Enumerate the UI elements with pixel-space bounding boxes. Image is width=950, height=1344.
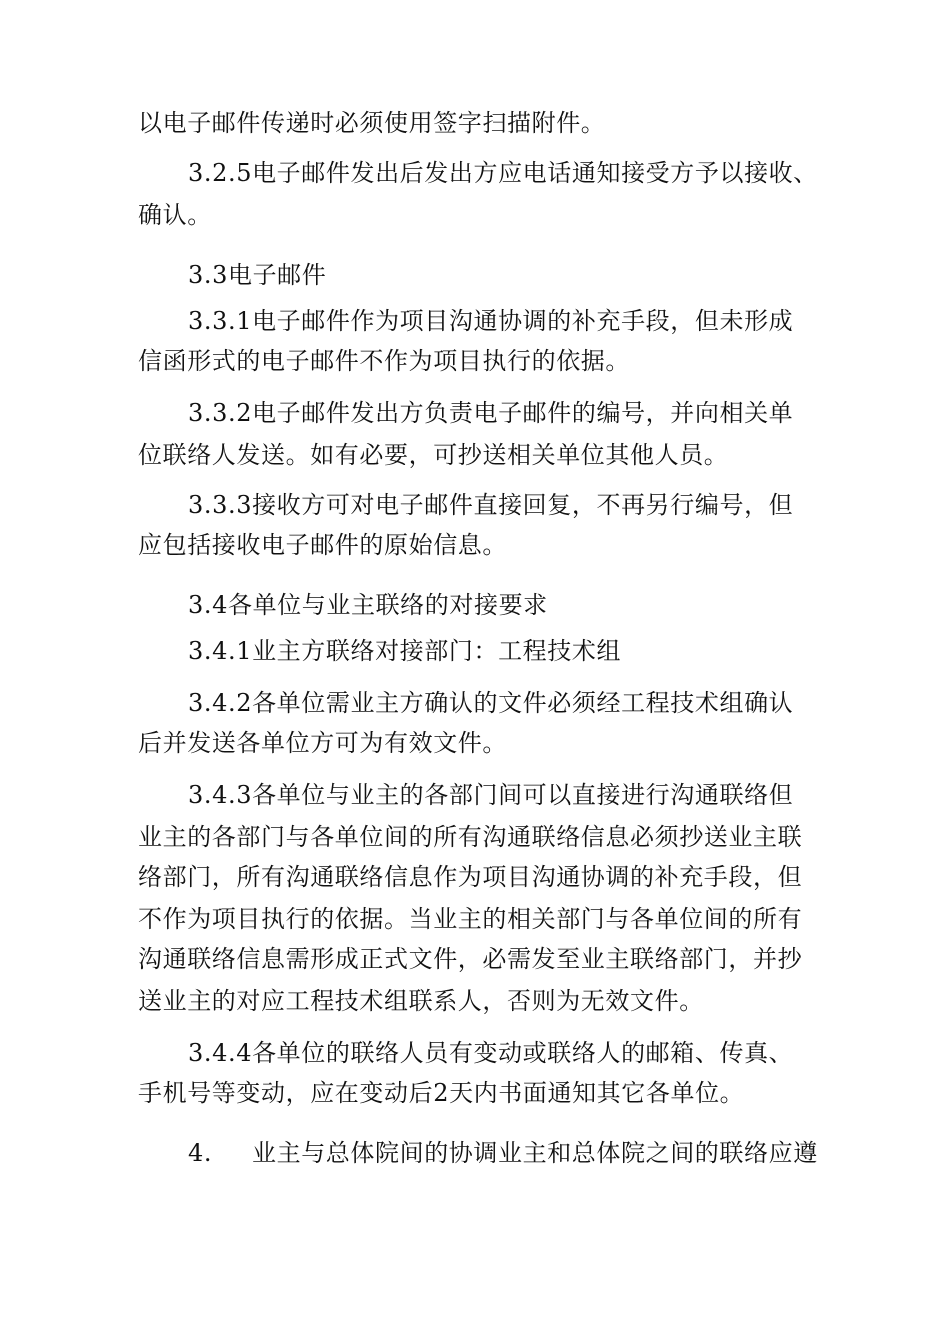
section-heading-line xyxy=(188,1138,888,1168)
section-number: 4. xyxy=(188,1139,213,1167)
section-heading: 3.4各单位与业主联络的对接要求 xyxy=(188,591,548,619)
body-text-line: 确认。 xyxy=(138,201,212,229)
body-text-line: 以电子邮件传递时必须使用签字扫描附件。 xyxy=(138,109,606,137)
body-text-line: 3.4.3各单位与业主的各部门间可以直接进行沟通联络但 xyxy=(188,781,794,809)
body-text-line: 络部门，所有沟通联络信息作为项目沟通协调的补充手段，但 xyxy=(138,863,803,891)
body-text-line: 应包括接收电子邮件的原始信息。 xyxy=(138,531,507,559)
body-text-line: 3.4.1业主方联络对接部门：工程技术组 xyxy=(188,637,622,665)
body-text-line: 送业主的对应工程技术组联系人，否则为无效文件。 xyxy=(138,987,704,1015)
body-text-line: 3.3.3接收方可对电子邮件直接回复，不再另行编号，但 xyxy=(188,491,794,519)
body-text-line: 沟通联络信息需形成正式文件，必需发至业主联络部门，并抄 xyxy=(138,945,803,973)
body-text-line: 位联络人发送。如有必要，可抄送相关单位其他人员。 xyxy=(138,441,729,469)
body-text-line: 业主的各部门与各单位间的所有沟通联络信息必须抄送业主联 xyxy=(138,823,803,851)
body-text-line: 手机号等变动，应在变动后2天内书面通知其它各单位。 xyxy=(138,1079,745,1107)
body-text-line: 3.3.2电子邮件发出方负责电子邮件的编号，并向相关单 xyxy=(188,399,794,427)
body-text-line: 信函形式的电子邮件不作为项目执行的依据。 xyxy=(138,347,630,375)
body-text-line: 3.2.5电子邮件发出后发出方应电话通知接受方予以接收、 xyxy=(188,159,818,187)
body-text-line: 3.4.2各单位需业主方确认的文件必须经工程技术组确认 xyxy=(188,689,794,717)
body-text-line: 不作为项目执行的依据。当业主的相关部门与各单位间的所有 xyxy=(138,905,803,933)
section-heading: 3.3电子邮件 xyxy=(188,261,327,289)
section-heading-text: 业主与总体院间的协调业主和总体院之间的联络应遵 xyxy=(252,1139,818,1167)
body-text-line: 3.3.1电子邮件作为项目沟通协调的补充手段，但未形成 xyxy=(188,307,794,335)
body-text-line: 后并发送各单位方可为有效文件。 xyxy=(138,729,507,757)
body-text-line: 3.4.4各单位的联络人员有变动或联络人的邮箱、传真、 xyxy=(188,1039,794,1067)
